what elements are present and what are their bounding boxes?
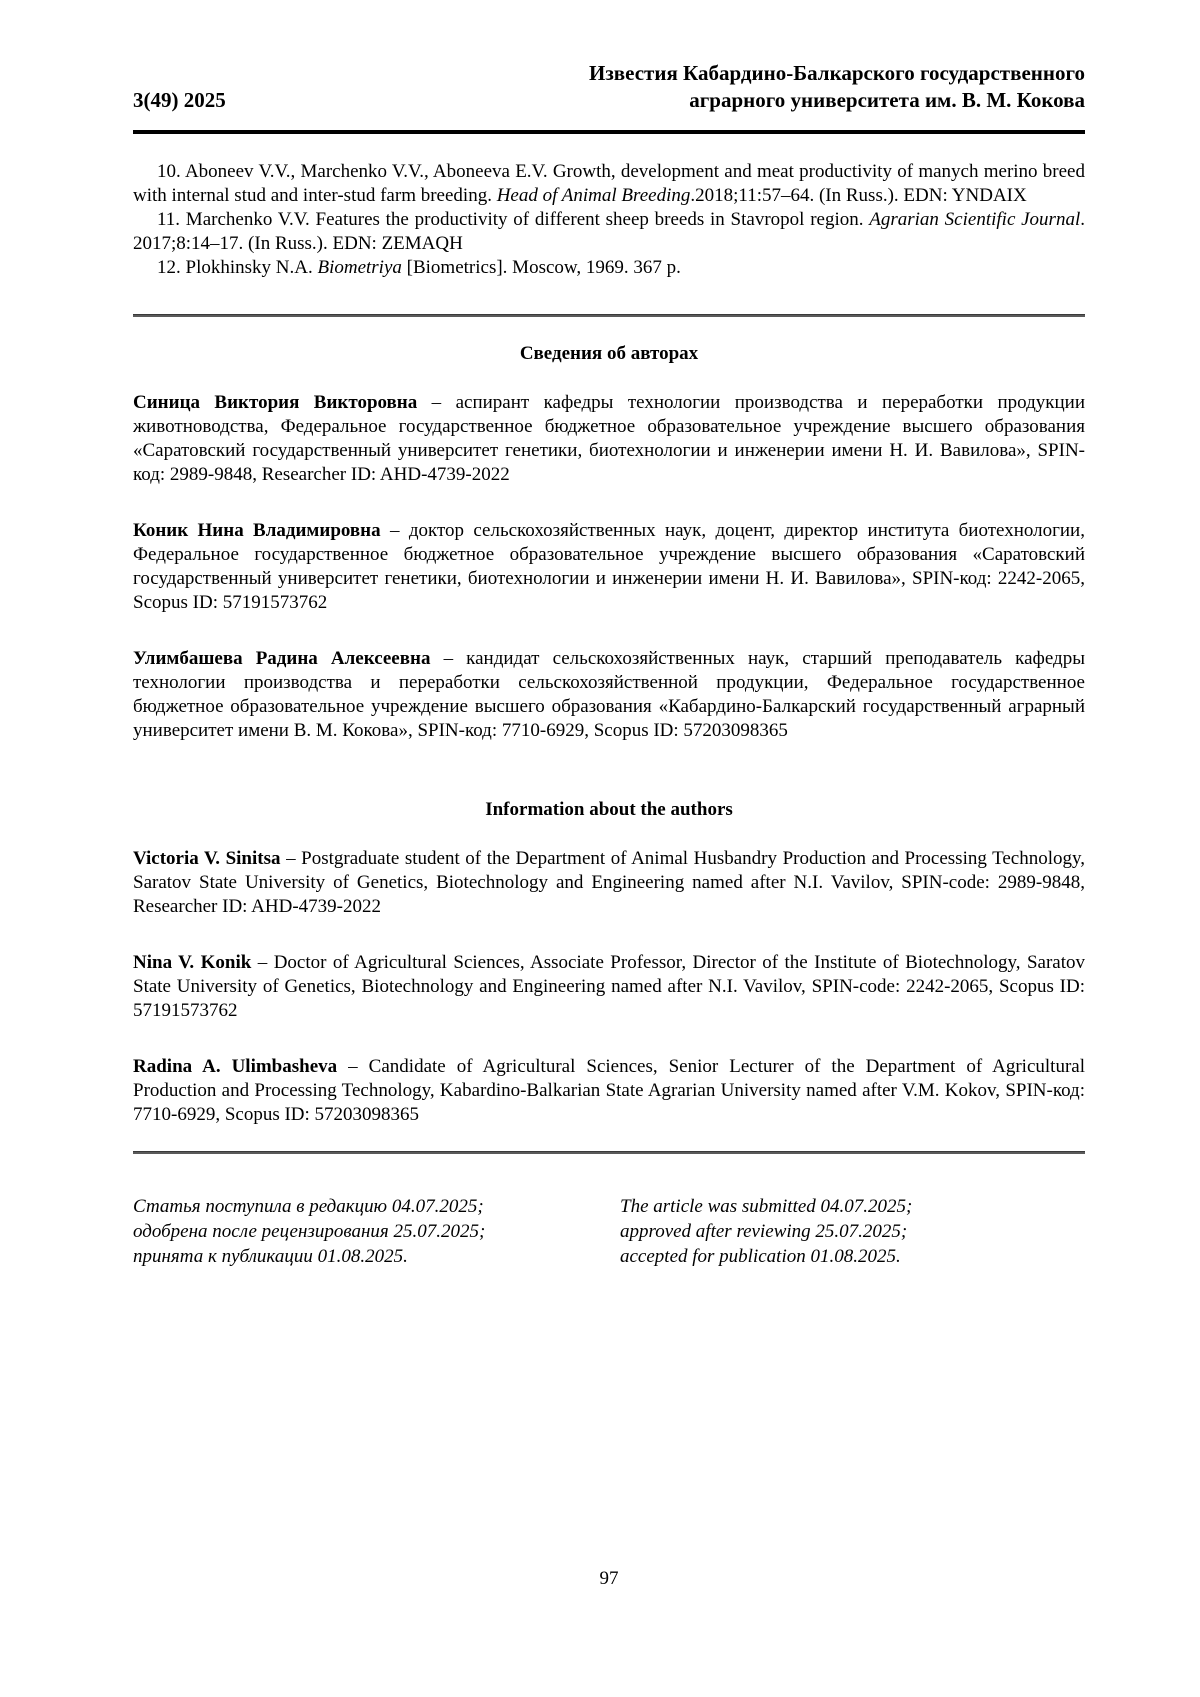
author-en-konik: Nina V. Konik – Doctor of Agricultural Sciences, Associate Professor, Director of the Institute of Biotechnology, Saratov State University of Genetics, Biotechnology and Engineering named after N.I. Vavilov, SPIN-code: 2242-2065, Scopus ID: 57191573762 [133, 952, 1085, 1021]
dates-section [133, 1194, 1085, 1269]
reference-item-12: 12. Plokhinsky N.A. Biometriya [Biometrics]. Moscow, 1969. 367 p. [157, 257, 681, 278]
section-divider-dates [133, 1151, 1085, 1154]
authors-en-section [133, 847, 1085, 1127]
reference-item-10: 10. Aboneev V.V., Marchenko V.V., Aboneeva E.V. Growth, development and meat productivity of manych merino breed with internal stud and inter-stud farm breeding. Head of Animal Breeding.2018;11:57–64. (In Russ.). EDN: YNDAIX [133, 161, 1085, 206]
date-line-en-accepted: accepted for publication 01.08.2025. [620, 1246, 901, 1267]
dates-ru [133, 1194, 620, 1269]
date-line-en-submitted: The article was submitted 04.07.2025; [620, 1196, 913, 1217]
author-ru-sinitsa: Синица Виктория Викторовна – аспирант кафедры технологии производства и переработки продукции животноводства, Федеральное государственное бюджетное образовательное учреждение высшего образования «Саратовский государственный университет генетики, биотехнологии и инженерии имени Н. И. Вавилова», SPIN-код: 2989-9848, Researcher ID: AHD-4739-2022 [133, 392, 1085, 485]
journal-title-line1: Известия Кабардино-Балкарского государственного [589, 61, 1085, 85]
page-number: 97 [599, 1568, 619, 1589]
reference-item-11: 11. Marchenko V.V. Features the productivity of different sheep breeds in Stavropol region. Agrarian Scientific Journal. 2017;8:14–17. (In Russ.). EDN: ZEMAQH [133, 209, 1085, 254]
author-ru-ulimbasheva: Улимбашева Радина Алексеевна – кандидат сельскохозяйственных наук, старший преподаватель кафедры технологии производства и переработки сельскохозяйственной продукции, Федеральное государственное бюджетное образовательное учреждение высшего образования «Кабардино-Балкарский государственный аграрный университет имени В. М. Кокова», SPIN-код: 7710-6929, Scopus ID: 57203098365 [133, 648, 1085, 741]
dates-en [620, 1194, 1085, 1269]
header-rule [133, 130, 1085, 134]
authors-en-heading: Information about the authors [485, 799, 733, 820]
date-line-ru-submitted: Статья поступила в редакцию 04.07.2025; [133, 1196, 484, 1217]
author-en-ulimbasheva: Radina A. Ulimbasheva – Candidate of Agricultural Sciences, Senior Lecturer of the Department of Agricultural Production and Processing Technology, Kabardino-Balkarian State Agrarian University named after V.M. Kokov, SPIN-код: 7710-6929, Scopus ID: 57203098365 [133, 1056, 1085, 1125]
page-header [133, 0, 1085, 114]
author-en-sinitsa: Victoria V. Sinitsa – Postgraduate student of the Department of Animal Husbandry Production and Processing Technology, Saratov State University of Genetics, Biotechnology and Engineering named after N.I. Vavilov, SPIN-code: 2989-9848, Researcher ID: AHD-4739-2022 [133, 848, 1086, 917]
journal-title-line2: аграрного университета им. В. М. Кокова [689, 88, 1085, 112]
date-line-ru-accepted: принята к публикации 01.08.2025. [133, 1246, 408, 1267]
journal-title [589, 60, 1085, 114]
authors-ru-heading: Сведения об авторах [519, 343, 699, 364]
references-section [133, 160, 1085, 280]
page-content [133, 0, 1085, 1269]
date-line-ru-approved: одобрена после рецензирования 25.07.2025; [133, 1221, 486, 1242]
issue-number: 3(49) 2025 [133, 88, 226, 112]
date-line-en-approved: approved after reviewing 25.07.2025; [620, 1221, 908, 1242]
authors-ru-section [133, 391, 1085, 743]
author-ru-konik: Коник Нина Владимировна – доктор сельскохозяйственных наук, доцент, директор института биотехнологии, Федеральное государственное бюджетное образовательное учреждение высшего образования «Саратовский государственный университет генетики, биотехнологии и инженерии имени Н. И. Вавилова», SPIN-код: 2242-2065, Scopus ID: 57191573762 [133, 520, 1085, 613]
section-divider-authors [133, 314, 1085, 317]
